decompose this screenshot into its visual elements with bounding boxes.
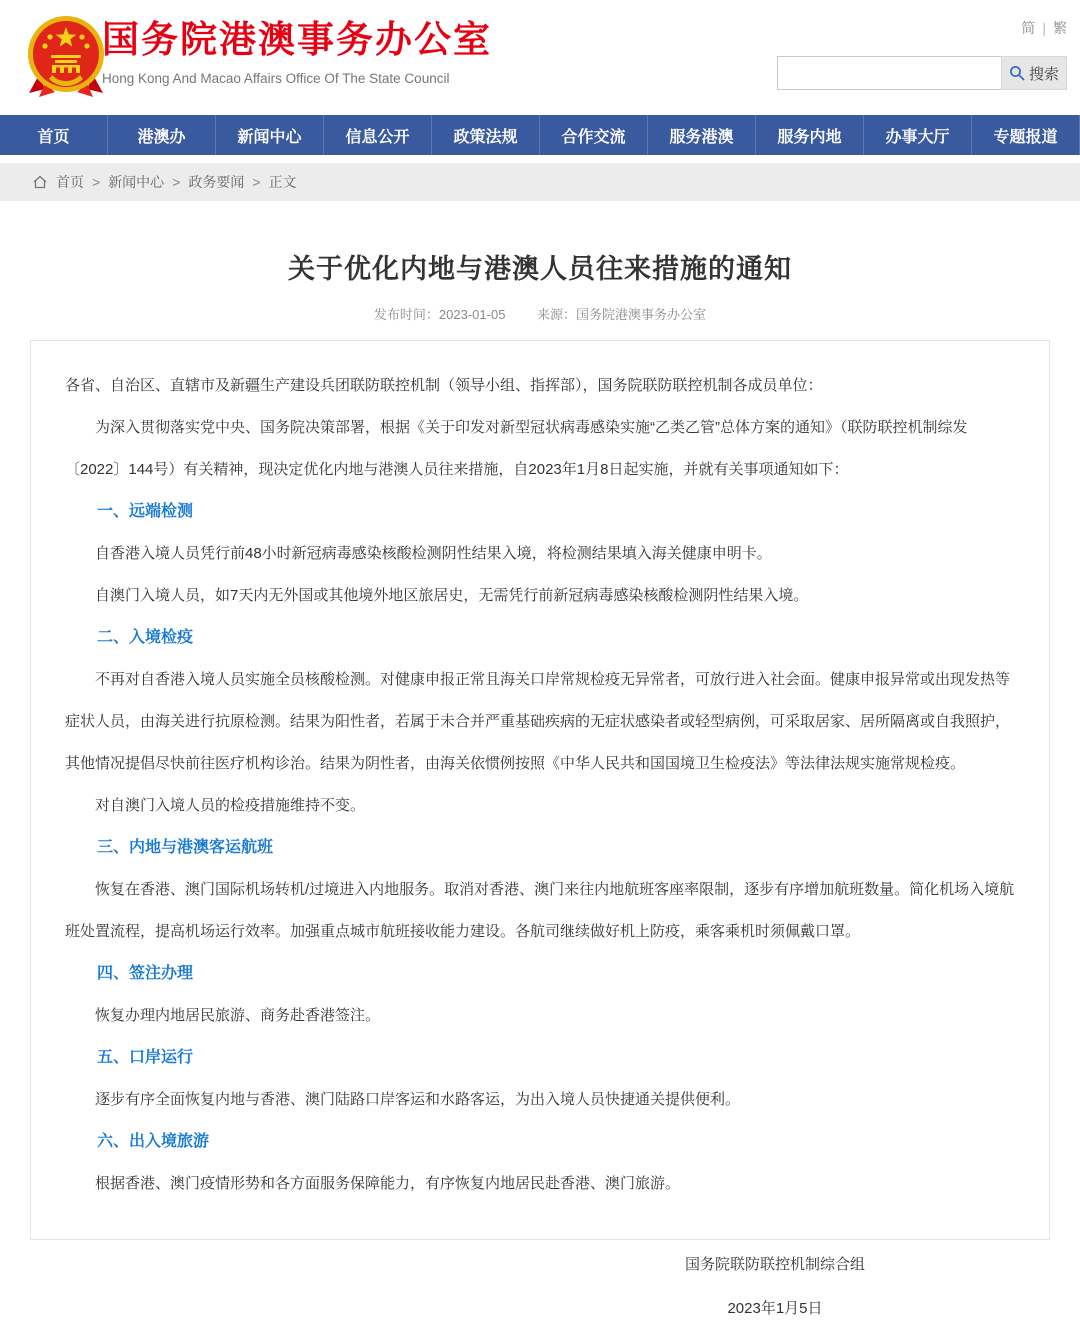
section-5-heading: 五、口岸运行 xyxy=(97,1049,194,1066)
nav-item-cooperation[interactable]: 合作交流 xyxy=(540,115,648,155)
site-title: 国务院港澳事务办公室 xyxy=(102,19,492,60)
nav-item-policies[interactable]: 政策法规 xyxy=(432,115,540,155)
breadcrumb xyxy=(0,163,1080,201)
article-source: 来源：国务院港澳事务办公室 xyxy=(537,307,707,322)
language-switcher xyxy=(777,18,1067,38)
section-1-paragraph: 自澳门入境人员，如7天内无外国或其他境外地区旅居史，无需凭行前新冠病毒感染核酸检测阴性结果入境。 xyxy=(95,587,809,604)
lang-simplified-link[interactable]: 简 xyxy=(1021,20,1036,36)
search-button-label: 搜索 xyxy=(1028,65,1059,83)
article-meta xyxy=(0,304,1080,323)
header-right xyxy=(777,18,1067,90)
signature-block xyxy=(65,1243,1015,1331)
breadcrumb-separator: > xyxy=(252,174,261,190)
section-4-paragraph: 恢复办理内地居民旅游、商务赴香港签注。 xyxy=(95,1007,381,1024)
breadcrumb-news-center[interactable]: 新闻中心 xyxy=(108,174,165,190)
section-2-paragraph: 对自澳门入境人员的检疫措施维持不变。 xyxy=(95,797,366,814)
national-emblem-icon xyxy=(25,13,107,99)
site-identity xyxy=(102,18,492,86)
section-6-paragraph: 根据香港、澳门疫情形势和各方面服务保障能力，有序恢复内地居民赴香港、澳门旅游。 xyxy=(95,1175,681,1192)
section-4-heading: 四、签注办理 xyxy=(97,965,194,982)
breadcrumb-separator: > xyxy=(172,174,181,190)
section-5-paragraph: 逐步有序全面恢复内地与香港、澳门陆路口岸客运和水路客运，为出入境人员快捷通关提供便利。 xyxy=(95,1091,741,1108)
section-6-heading: 六、出入境旅游 xyxy=(97,1133,210,1150)
home-icon xyxy=(32,174,48,190)
section-3-heading: 三、内地与港澳客运航班 xyxy=(97,839,274,856)
search-button[interactable] xyxy=(1001,56,1067,90)
nav-item-hkmo-office[interactable]: 港澳办 xyxy=(108,115,216,155)
section-2-heading: 二、入境检疫 xyxy=(97,629,194,646)
breadcrumb-current: 正文 xyxy=(268,174,297,190)
nav-item-news-center[interactable]: 新闻中心 xyxy=(216,115,324,155)
nav-item-home[interactable]: 首页 xyxy=(0,115,108,155)
nav-item-special-reports[interactable]: 专题报道 xyxy=(972,115,1080,155)
article-title: 关于优化内地与港澳人员往来措施的通知 xyxy=(288,254,792,284)
lang-divider: | xyxy=(1042,20,1046,36)
search-icon xyxy=(1009,65,1025,81)
lang-traditional-link[interactable]: 繁 xyxy=(1053,20,1067,36)
section-1-paragraph: 自香港入境人员凭行前48小时新冠病毒感染核酸检测阴性结果入境，将检测结果填入海关健康申明卡。 xyxy=(95,545,772,562)
signature-org: 国务院联防联控机制综合组 xyxy=(684,1256,865,1273)
search-input[interactable] xyxy=(777,56,1001,90)
site-subtitle: Hong Kong And Macao Affairs Office Of The State Council xyxy=(102,71,450,86)
breadcrumb-gov-news[interactable]: 政务要闻 xyxy=(188,174,245,190)
publish-time: 发布时间：2023-01-05 xyxy=(373,307,506,322)
salutation-paragraph: 各省、自治区、直辖市及新疆生产建设兵团联防联控机制（领导小组、指挥部），国务院联防联控机制各成员单位： xyxy=(65,377,823,394)
nav-item-service-hall[interactable]: 办事大厅 xyxy=(864,115,972,155)
section-3-paragraph: 恢复在香港、澳门国际机场转机/过境进入内地服务。取消对香港、澳门来往内地航班客座率限制，逐步有序增加航班数量。简化机场入境航班处置流程，提高机场运行效率。加强重点城市航班接收能力建设。各航司继续做好机上防疫，乘客乘机时须佩戴口罩。 xyxy=(65,881,1015,940)
signature-date: 2023年1月5日 xyxy=(727,1300,823,1317)
nav-item-serve-hkmo[interactable]: 服务港澳 xyxy=(648,115,756,155)
search-bar xyxy=(777,56,1067,90)
nav-item-info-disclosure[interactable]: 信息公开 xyxy=(324,115,432,155)
section-2-paragraph: 不再对自香港入境人员实施全员核酸检测。对健康申报正常且海关口岸常规检疫无异常者，可放行进入社会面。健康申报异常或出现发热等症状人员，由海关进行抗原检测。结果为阳性者，若属于未合并严重基础疾病的无症状感染者或轻型病例，可采取居家、居所隔离或自我照护，其他情况提倡尽快前往医疗机构诊治。结果为阴性者，由海关依惯例按照《中华人民共和国国境卫生检疫法》等法律法规实施常规检疫。 xyxy=(65,671,1011,772)
section-1-heading: 一、远端检测 xyxy=(97,503,194,520)
site-header xyxy=(0,0,1080,115)
nav-item-serve-mainland[interactable]: 服务内地 xyxy=(756,115,864,155)
breadcrumb-separator: > xyxy=(92,174,101,190)
article-body xyxy=(30,340,1050,1317)
breadcrumb-home[interactable]: 首页 xyxy=(56,174,84,190)
intro-paragraph: 为深入贯彻落实党中央、国务院决策部署，根据《关于印发对新型冠状病毒感染实施“乙类乙管”总体方案的通知》（联防联控机制综发〔2022〕144号）有关精神，现决定优化内地与港澳人员往来措施，自2023年1月8日起实施，并就有关事项通知如下： xyxy=(65,419,968,478)
national-emblem-logo xyxy=(25,13,107,99)
main-nav xyxy=(0,115,1080,155)
